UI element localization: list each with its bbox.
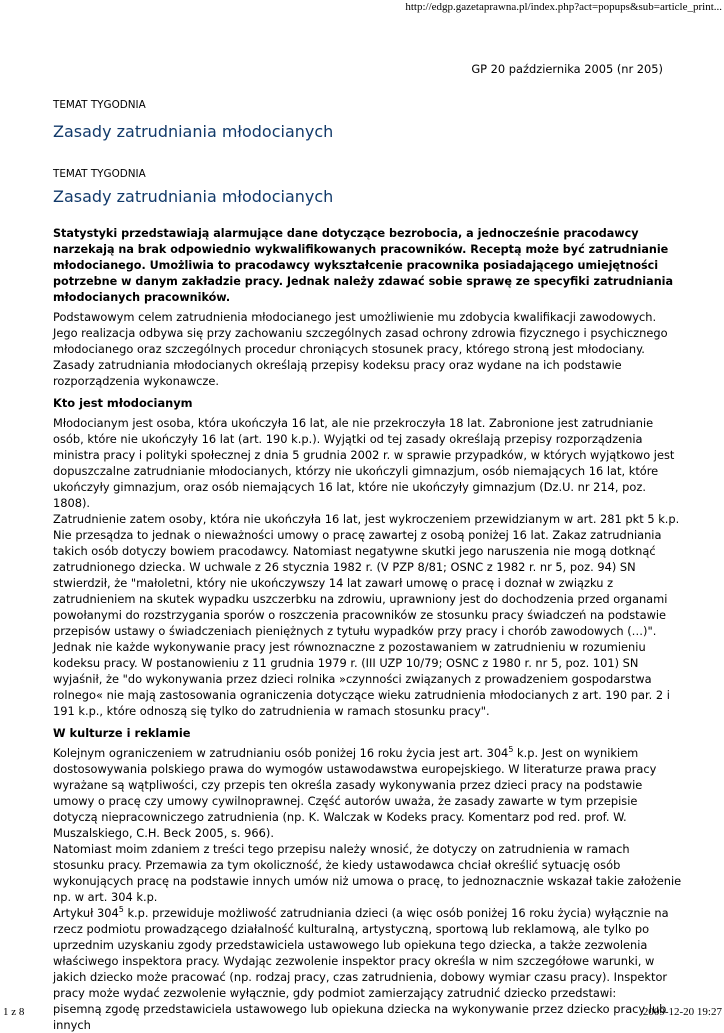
article-rubric-repeat: TEMAT TYGODNIA	[53, 168, 146, 180]
section-paragraph: pisemną zgodę przedstawiciela ustawowego lub opiekuna dziecka na wykonywanie przez dziecko pracy lub innych	[53, 1002, 667, 1032]
section-paragraph	[53, 905, 683, 1001]
section-paragraph: Natomiast moim zdaniem z treści tego przepisu należy wnosić, że dotyczy on zatrudnienia w ramach stosunku pracy. Przemawia za tym okoliczność, że kiedy ustawodawca chciał określić sytuację osób wykonujących pracę na podstawie innych umów niż umowa o pracę, to jednoznacznie wskazał takie założenie np. w art. 304 k.p.	[53, 842, 682, 904]
print-footer-page: 1 z 8	[3, 1006, 25, 1018]
print-header-url: http://edgp.gazetaprawna.pl/index.php?act=popups&sub=article_print...	[405, 1, 722, 13]
section-paragraph	[53, 745, 683, 841]
section-heading: Kto jest młodocianym	[53, 396, 193, 410]
print-footer-datetime: 2009-12-20 19:27	[642, 1006, 722, 1018]
paragraph-text: Kolejnym ograniczeniem w zatrudnianiu osób poniżej 16 roku życia jest art. 304	[53, 746, 509, 760]
article-rubric: TEMAT TYGODNIA	[53, 99, 146, 111]
article-title-repeat: Zasady zatrudniania młodocianych	[53, 187, 334, 206]
superscript-number: 5	[508, 745, 514, 755]
article-title: Zasady zatrudniania młodocianych	[53, 122, 334, 141]
section-paragraph: Zatrudnienie zatem osoby, która nie ukończyła 16 lat, jest wykroczeniem przewidzianym w art. 281 pkt 5 k.p. Nie przesądza to jednak o nieważności umowy o pracę zawartej z osobą poniżej 16 lat. Zakaz zatrudniania takich osób dotyczy bowiem pracodawcy. Natomiast negatywne skutki jego naruszenia nie mogą dotknąć zatrudnionego dziecka. W uchwale z 26 stycznia 1982 r. (V PZP 8/81; OSNC z 1982 r. nr 5, poz. 94) SN stwierdził, że "małoletni, który nie ukończywszy 14 lat zawarł umowę o pracę i doznał w związku z zatrudnieniem na skutek wypadku uszczerbku na zdrowiu, uprawniony jest do dochodzenia przed organami powołanymi do rozstrzygania sporów o roszczenia pracowników ze stosunku pracy świadczeń na podstawie przepisów ustawy o świadczeniach pieniężnych z tytułu wypadków przy pracy i chorób zawodowych (…)".	[53, 512, 680, 638]
paragraph-text: k.p. Jest on wynikiem dostosowywania polskiego prawa do wymogów ustawodawstwa europejskiego. W literaturze prawa pracy wyrażane są wątpliwości, czy przepis ten określa zasady wykonywania przez dzieci pracy na podstawie umowy o pracę czy umowy cywilnoprawnej. Część autorów uważa, że zasady zawarte w tym przepisie dotyczą niepracowniczego zatrudnienia (np. K. Walczak w Kodeks pracy. Komentarz pod red. prof. W. Muszalskiego, C.H. Beck 2005, s. 966).	[53, 746, 657, 840]
article-lead: Statystyki przedstawiają alarmujące dane dotyczące bezrobocia, a jednocześnie pracodawcy narzekają na brak odpowiednio wykwalifikowanych pracowników. Receptą może być zatrudnianie młodocianego. Umożliwia to pracodawcy wykształcenie pracownika posiadającego umiejętności potrzebne w danym zakładzie pracy. Jednak należy zdawać sobie sprawę ze specyfiki zatrudniania młodocianych pracowników.	[53, 227, 674, 304]
article-body	[53, 226, 683, 1033]
paragraph-text: Artykuł 304	[53, 906, 119, 920]
superscript-number: 5	[118, 905, 124, 915]
section-paragraph: Jednak nie każde wykonywanie pracy jest równoznaczne z pozostawaniem w zatrudnieniu w rozumieniu kodeksu pracy. W postanowieniu z 11 grudnia 1979 r. (III UZP 10/79; OSNC z 1980 r. nr 5, poz. 101) SN wyjaśnił, że "do wykonywania przez dzieci rolnika »czynności związanych z prowadzeniem gospodarstwa rolnego« nie mają zastosowania ograniczenia dotyczące wieku zatrudnienia młodocianych z art. 190 par. 2 i 191 k.p., które odnoszą się tylko do zatrudnienia w ramach stosunku pracy".	[53, 640, 670, 718]
intro-paragraph: Zasady zatrudniania młodocianych określają przepisy kodeksu pracy oraz wydane na ich podstawie rozporządzenia wykonawcze.	[53, 358, 622, 388]
publication-info: GP 20 października 2005 (nr 205)	[471, 62, 663, 76]
intro-paragraph: Podstawowym celem zatrudnienia młodocianego jest umożliwienie mu zdobycia kwalifikacji zawodowych. Jego realizacja odbywa się przy zachowaniu szczególnych zasad ochrony zdrowia fizycznego i psychicznego młodocianego oraz szczególnych procedur chroniących stosunek pracy, którego stroną jest młodociany.	[53, 310, 668, 356]
paragraph-text: k.p. przewiduje możliwość zatrudniania dzieci (a więc osób poniżej 16 roku życia) wyłącznie na rzecz podmiotu prowadzącego działalność kulturalną, artystyczną, sportową lub reklamową, ale tylko po uprzednim uzyskaniu zgody przedstawiciela ustawowego lub opiekuna tego dziecka, a także zezwolenia właściwego inspektora pracy. Wydając zezwolenie inspektor pracy określa w nim szczegółowe warunki, w jakich dziecko może pracować (np. rodzaj pracy, czas zatrudnienia, dobowy wymiar czasu pracy). Inspektor pracy może wydać zezwolenie wyłącznie, gdy podmiot zamierzający zatrudnić dziecko przedstawi:	[53, 906, 669, 1000]
section-heading: W kulturze i reklamie	[53, 726, 191, 740]
section-paragraph: Młodocianym jest osoba, która ukończyła 16 lat, ale nie przekroczyła 18 lat. Zabronione jest zatrudnianie osób, które nie ukończyły 16 lat (art. 190 k.p.). Wyjątki od tej zasady określają przepisy rozporządzenia ministra pracy i polityki społecznej z dnia 5 grudnia 2002 r. w sprawie przypadków, w których wyjątkowo jest dopuszczalne zatrudnianie młodocianych, którzy nie ukończyli gimnazjum, osób niemających 16 lat, które ukończyły gimnazjum, oraz osób niemających 16 lat, które nie ukończyły gimnazjum (Dz.U. nr 214, poz. 1808).	[53, 416, 675, 510]
